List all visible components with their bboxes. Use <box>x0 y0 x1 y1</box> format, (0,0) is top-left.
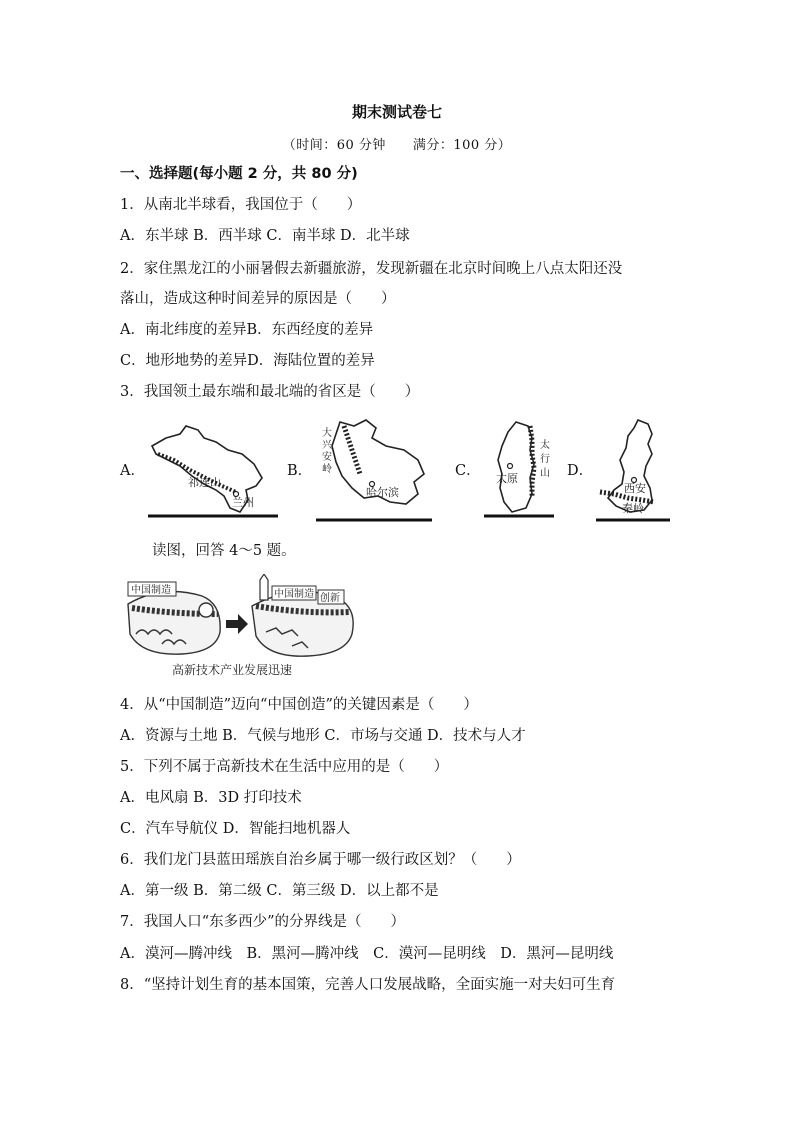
map-b-heilongjiang <box>314 416 434 524</box>
read-figure-prompt: 读图，回答 4～5 题。 <box>152 543 296 559</box>
map-c-mountain-char-1: 太 <box>540 440 550 451</box>
map-b-city-label: 哈尔滨 <box>366 486 399 499</box>
question-5-options-line1: A．电风扇 B．3D 打印技术 <box>120 790 302 806</box>
map-d-city-label: 西安 <box>624 482 646 495</box>
question-5-stem: 5．下列不属于高新技术在生活中应用的是（ ） <box>120 759 449 775</box>
question-2-options-line2: C．地形地势的差异D．海陆位置的差异 <box>120 353 375 369</box>
map-c-city-label: 太原 <box>496 472 518 485</box>
question-1-options: A．东半球 B．西半球 C．南半球 D．北半球 <box>120 228 410 244</box>
map-b-mountain-char-4: 岭 <box>322 464 332 475</box>
exam-subtitle: （时间：60 分钟 满分：100 分） <box>282 138 512 153</box>
option-b-letter: B． <box>287 463 313 479</box>
figure-innovate-label: 创新 <box>320 593 340 604</box>
map-b-mountain-char-1: 大 <box>322 428 332 439</box>
question-1-stem: 1．从南北半球看，我国位于（ ） <box>120 197 362 213</box>
option-a-letter: A． <box>120 463 145 479</box>
question-7-stem: 7．我国人口“东多西少”的分界线是（ ） <box>120 914 406 930</box>
question-8-stem: 8．“坚持计划生育的基本国策，完善人口发展战略，全面实施一对夫妇可生育 <box>120 977 616 993</box>
question-2-stem-line1: 2．家住黑龙江的小丽暑假去新疆旅游，发现新疆在北京时间晚上八点太阳还没 <box>120 261 623 277</box>
map-a-mountain-label: 祁连山 <box>188 476 221 489</box>
question-6-options: A．第一级 B．第二级 C．第三级 D．以上都不是 <box>120 883 439 899</box>
map-c-mountain-char-3: 山 <box>540 468 550 479</box>
question-4-stem: 4．从“中国制造”迈向“中国创造”的关键因素是（ ） <box>120 697 478 713</box>
map-d-mountain-label: 秦岭 <box>622 502 644 515</box>
figure-left-label: 中国制造 <box>131 585 171 596</box>
map-a-gansu <box>146 420 282 522</box>
map-d-shaanxi <box>594 414 672 524</box>
map-b-mountain-char-3: 安 <box>322 452 332 463</box>
option-c-letter: C． <box>455 463 481 479</box>
map-b-mountain-char-2: 兴 <box>322 440 332 451</box>
map-a-city-label: 兰州 <box>232 496 254 509</box>
question-5-options-line2: C．汽车导航仪 D．智能扫地机器人 <box>120 821 351 837</box>
question-6-stem: 6．我们龙门县蓝田瑶族自治乡属于哪一级行政区划？（ ） <box>120 852 521 868</box>
question-2-stem-line2: 落山，造成这种时间差异的原因是（ ） <box>120 291 396 307</box>
question-7-options: A．漠河—腾冲线 B．黑河—腾冲线 C．漠河—昆明线 D．黑河—昆明线 <box>120 946 614 962</box>
page-title: 期末测试卷七 <box>351 103 442 121</box>
map-c-shanxi <box>482 416 558 522</box>
figure-high-tech-industry <box>122 574 362 682</box>
map-c-mountain-char-2: 行 <box>540 454 550 465</box>
figure-right-label: 中国制造 <box>274 589 314 600</box>
question-4-options: A．资源与土地 B．气候与地形 C．市场与交通 D．技术与人才 <box>120 728 526 744</box>
figure-caption: 高新技术产业发展迅速 <box>172 663 293 677</box>
section-heading: 一、选择题(每小题 2 分，共 80 分) <box>120 166 358 182</box>
option-d-letter: D． <box>567 463 594 479</box>
question-2-options-line1: A．南北纬度的差异B．东西经度的差异 <box>120 322 374 338</box>
question-3-stem: 3．我国领土最东端和最北端的省区是（ ） <box>120 384 420 400</box>
